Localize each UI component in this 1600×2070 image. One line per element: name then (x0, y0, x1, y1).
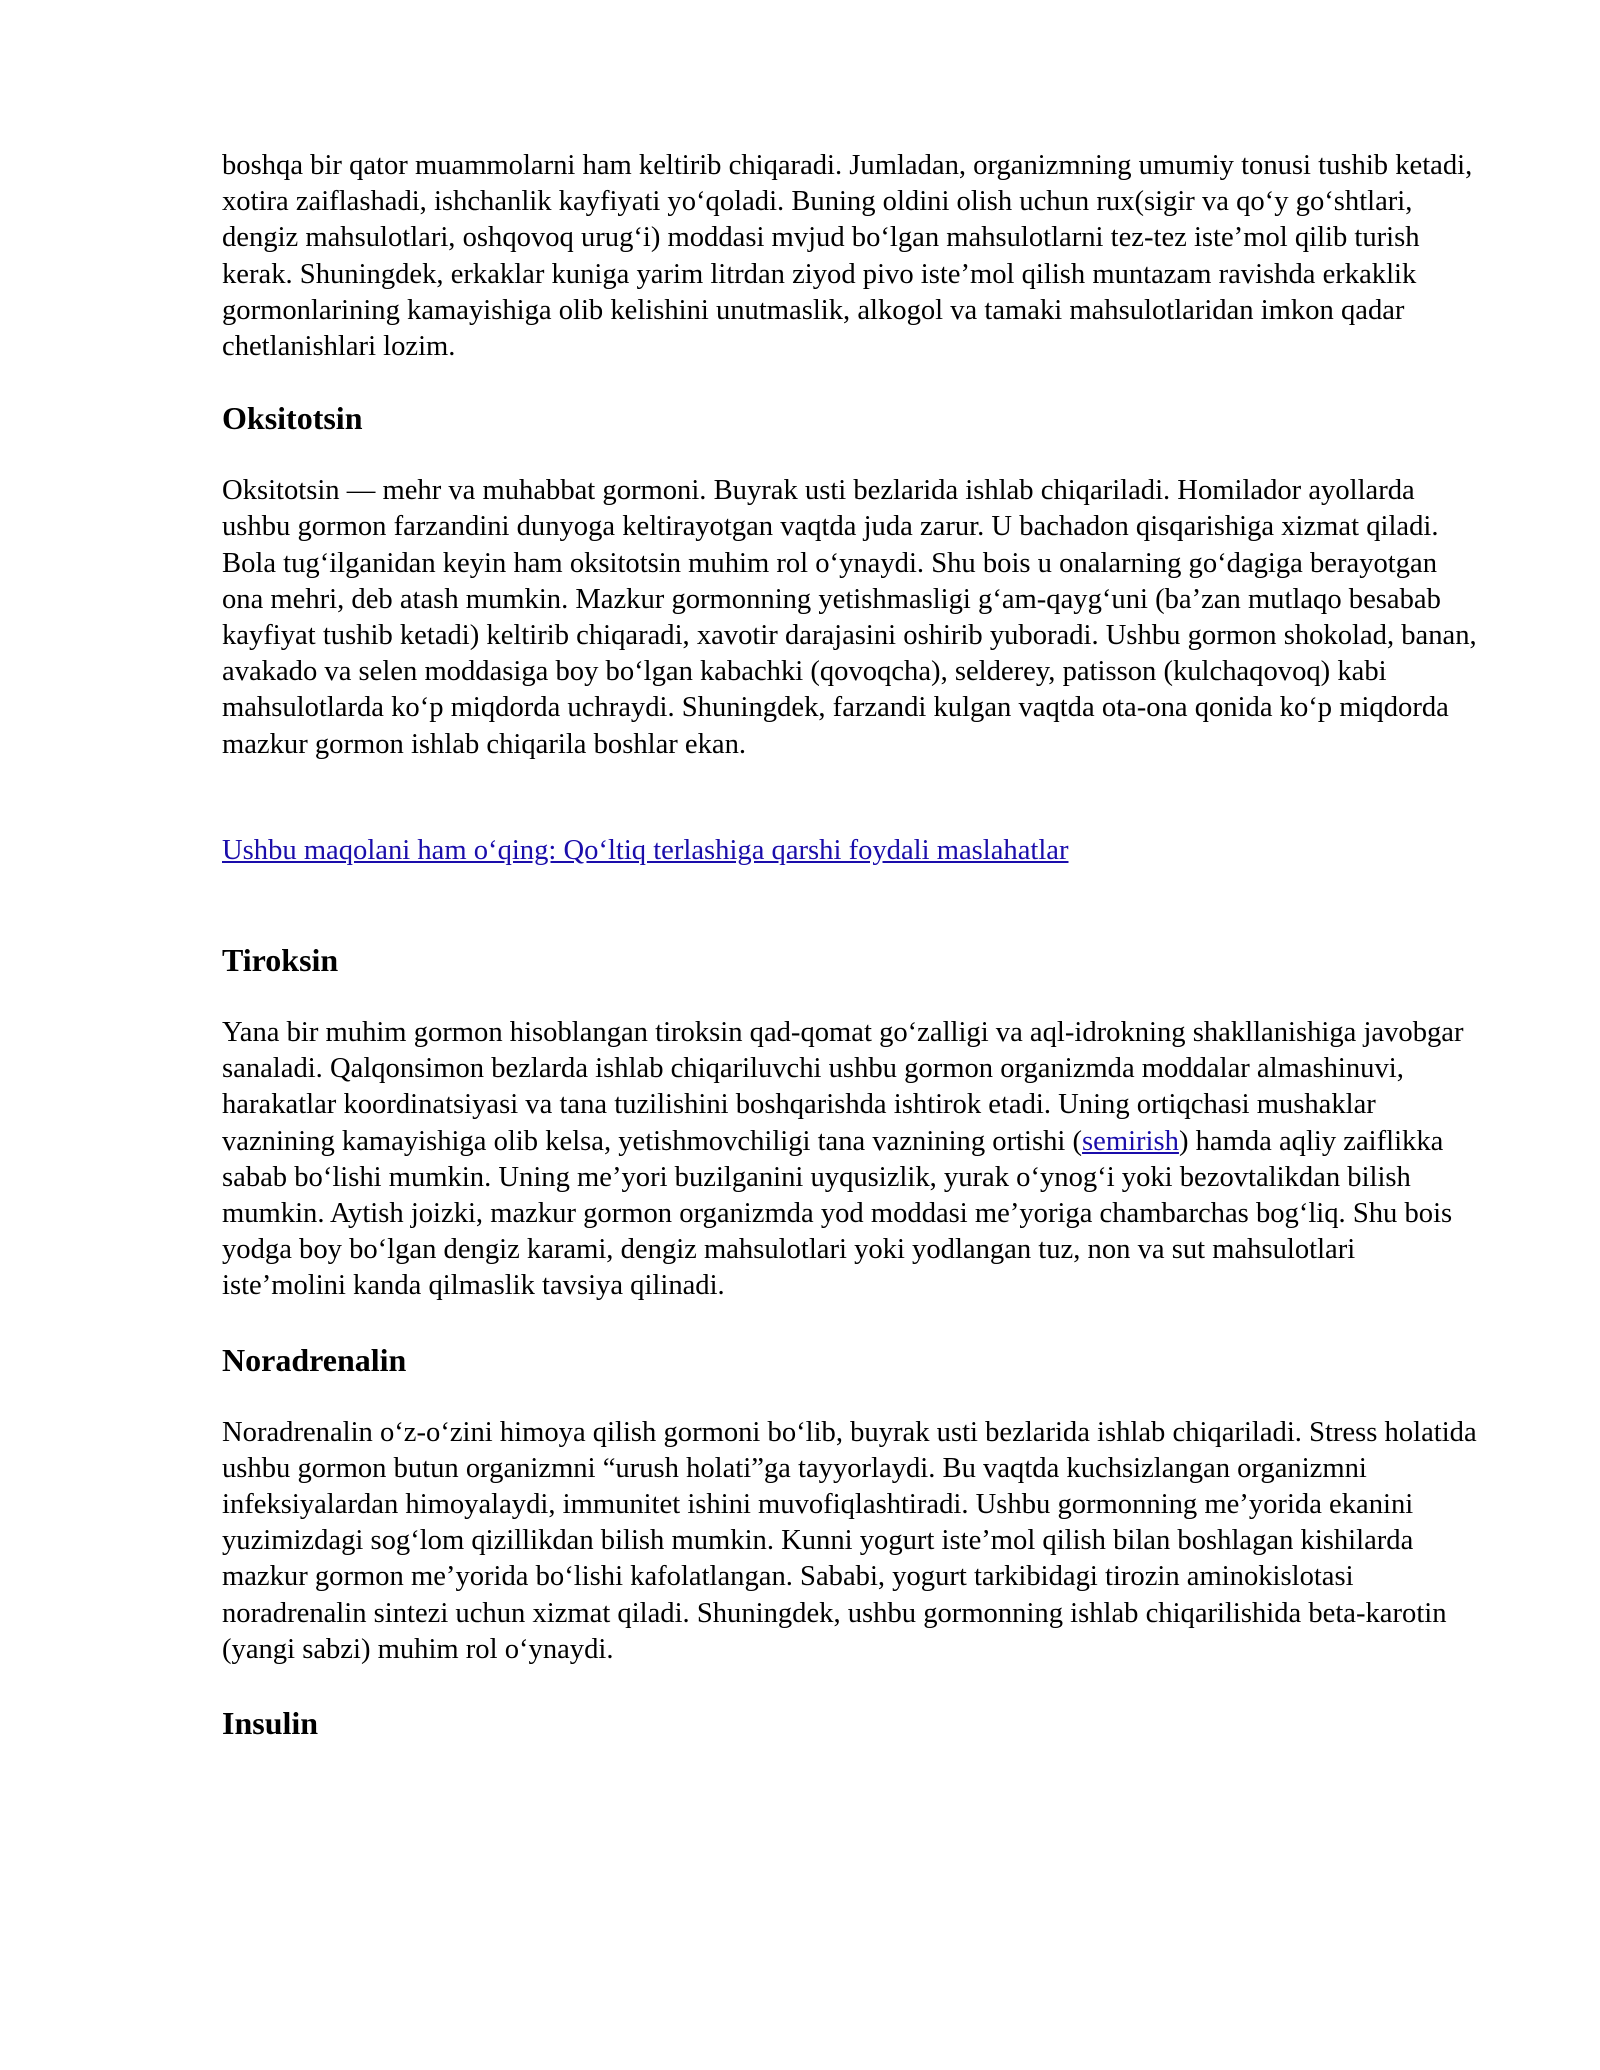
related-article (222, 833, 1482, 869)
document-page (222, 148, 1482, 1742)
paragraph-noradrenalin: Noradrenalin o‘z-o‘zini himoya qilish gormoni bo‘lib, buyrak usti bezlarida ishlab chiqariladi. Stress holatida ushbu gormon butun organizmni “urush holati”ga tayyorlaydi. Bu vaqtda kuchsizlangan organizmni infeksiyalardan himoyalaydi, immunitet ishini muvofiqlashtiradi. Ushbu gormonning me’yorida ekanini yuzimizdagi sog‘lom qizillikdan bilish mumkin. Kunni yogurt iste’mol qilish bilan boshlagan kishilarda mazkur gormon me’yorida bo‘lishi kafolatlangan. Sababi, yogurt tarkibidagi tirozin aminokislotasi noradrenalin sintezi uchun xizmat qiladi. Shuningdek, ushbu gormonning ishlab chiqarilishida beta-karotin (yangi sabzi) muhim rol o‘ynaydi. (222, 1416, 1477, 1665)
related-article-link[interactable]: Ushbu maqolani ham o‘qing: Qo‘ltiq terlashiga qarshi foydali maslahatlar (222, 834, 1069, 866)
intro-paragraph: boshqa bir qator muammolarni ham keltirib chiqaradi. Jumladan, organizmning umumiy tonusi tushib ketadi, xotira zaiflashadi, ishchanlik kayfiyati yo‘qoladi. Buning oldini olish uchun rux(sigir va qo‘y go‘shtlari, dengiz mahsulotlari, oshqovoq urug‘i) moddasi mvjud bo‘lgan mahsulotlarni tez-tez iste’mol qilib turish kerak. Shuningdek, erkaklar kuniga yarim litrdan ziyod pivo iste’mol qilish muntazam ravishda erkaklik gormonlarining kamayishiga olib kelishini unutmaslik, alkogol va tamaki mahsulotlaridan imkon qadar chetlanishlari lozim. (222, 150, 1473, 363)
heading-tiroksin: Tiroksin (222, 942, 339, 979)
paragraph-oksitotsin: Oksitotsin — mehr va muhabbat gormoni. Buyrak usti bezlarida ishlab chiqariladi. Homilador ayollarda ushbu gormon farzandini dunyoga keltirayotgan vaqtda juda zarur. U bachadon qisqarishiga xizmat qiladi. Bola tug‘ilganidan keyin ham oksitotsin muhim rol o‘ynaydi. Shu bois u onalarning go‘dagiga berayotgan ona mehri, deb atash mumkin. Mazkur gormonning yetishmasligi g‘am-qayg‘uni (ba’zan mutlaqo besabab kayfiyat tushib ketadi) keltirib chiqaradi, xavotir darajasini oshirib yuboradi. Ushbu gormon shokolad, banan, avakado va selen moddasiga boy bo‘lgan kabachki (qovoqcha), selderey, patisson (kulchaqovoq) kabi mahsulotlarda ko‘p miqdorda uchraydi. Shuningdek, farzandi kulgan vaqtda ota-ona qonida ko‘p miqdorda mazkur gormon ishlab chiqarila boshlar ekan. (222, 475, 1477, 760)
paragraph-tiroksin-part-1: Yana bir muhim gormon hisoblangan tiroksin qad-qomat go‘zalligi va aql-idrokning shakllanishiga javobgar sanaladi. Qalqonsimon bezlarda ishlab chiqariluvchi ushbu gormon organizmda moddalar almashinuvi, harakatlar koordinatsiyasi va tana tuzilishini boshqarishda ishtirok etadi. Uning ortiqchasi mushaklar vaznining kamayishiga olib kelsa, yetishmovchiligi tana vaznining ortishi ( (222, 1017, 1464, 1157)
paragraph-tiroksin-part-2: ) hamda aqliy zaiflikka sabab bo‘lishi mumkin. Uning me’yori buzilganini uyqusizlik, yurak o‘ynog‘i yoki bezovtalikdan bilish mumkin. Aytish joizki, mazkur gormon organizmda yod moddasi me’yoriga chambarchas bog‘liq. Shu bois yodga boy bo‘lgan dengiz karami, dengiz mahsulotlari yoki yodlangan tuz, non va sut mahsulotlari iste’molini kanda qilmaslik tavsiya qilinadi. (222, 1125, 1453, 1302)
semirish-link[interactable]: semirish (1082, 1125, 1179, 1157)
heading-insulin: Insulin (222, 1705, 319, 1742)
heading-noradrenalin: Noradrenalin (222, 1341, 407, 1378)
heading-oksitotsin: Oksitotsin (222, 400, 363, 437)
paragraph-tiroksin (222, 1015, 1482, 1305)
